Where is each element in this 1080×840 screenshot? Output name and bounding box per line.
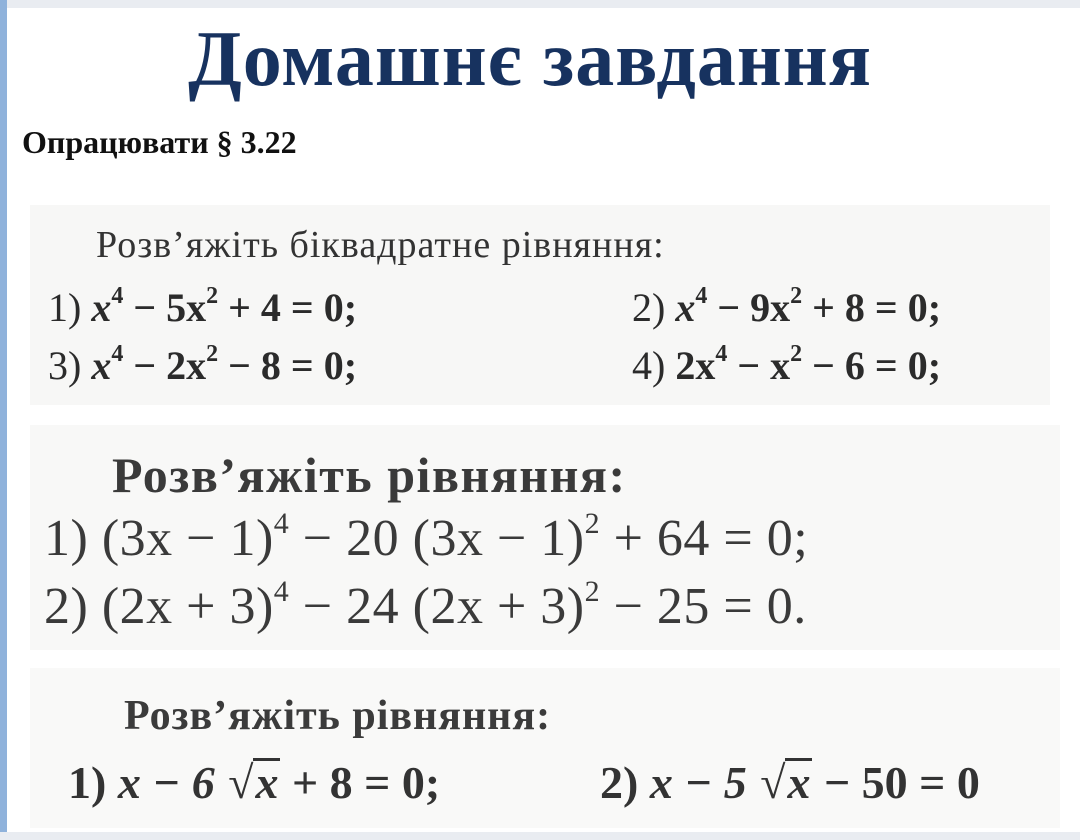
exponent: 4 bbox=[111, 341, 124, 367]
equation-number: 4) bbox=[632, 343, 666, 388]
equation-term: − 9x bbox=[707, 285, 791, 330]
equation-number: 3) bbox=[48, 343, 82, 388]
equation-2 bbox=[632, 285, 941, 331]
top-border bbox=[0, 0, 1080, 8]
assignment-text: Опрацювати § 3.22 bbox=[22, 124, 297, 160]
exponent: 2 bbox=[584, 507, 601, 540]
exponent: 2 bbox=[584, 575, 601, 608]
square-root: √x bbox=[760, 757, 811, 808]
equation-number: 1) bbox=[68, 757, 107, 808]
equation-1 bbox=[48, 285, 357, 331]
exponent: 2 bbox=[790, 283, 803, 309]
exponent: 2 bbox=[206, 283, 219, 309]
equation-term: − 24 (2x + 3) bbox=[289, 578, 585, 635]
equation-term: x − 6 bbox=[117, 757, 215, 808]
equation-term: 2x bbox=[675, 343, 716, 388]
equation-term: − x bbox=[727, 343, 791, 388]
equation-term: − 50 = 0 bbox=[823, 757, 980, 808]
radicand: x bbox=[787, 757, 811, 808]
biquadratic-exercise-image bbox=[30, 205, 1050, 405]
equation-6 bbox=[44, 577, 807, 637]
exponent: 4 bbox=[715, 341, 728, 367]
equation-term: (2x + 3) bbox=[101, 578, 274, 635]
bottom-border bbox=[0, 832, 1080, 840]
exponent: 4 bbox=[273, 507, 290, 540]
square-root: √x bbox=[228, 757, 279, 808]
equation-5 bbox=[44, 509, 808, 569]
equation-term: x bbox=[91, 343, 112, 388]
equation-term: − 8 = 0; bbox=[218, 343, 358, 388]
exponent: 4 bbox=[273, 575, 290, 608]
equation-term: + 4 = 0; bbox=[218, 285, 358, 330]
equation-term: x bbox=[91, 285, 112, 330]
exponent: 2 bbox=[206, 341, 219, 367]
equation-number: 1) bbox=[44, 510, 89, 567]
equation-term: + 8 = 0; bbox=[802, 285, 942, 330]
equation-term: + 8 = 0; bbox=[291, 757, 441, 808]
section2-heading: Розв’яжіть рівняння: bbox=[112, 447, 627, 503]
equation-term: x bbox=[675, 285, 696, 330]
radical-exercise-image bbox=[30, 668, 1060, 828]
equation-term: − 20 (3x − 1) bbox=[289, 510, 585, 567]
equation-term: − 6 = 0; bbox=[802, 343, 942, 388]
equation-3 bbox=[48, 343, 357, 389]
left-accent-bar bbox=[0, 0, 7, 840]
radicand: x bbox=[255, 757, 279, 808]
section1-heading: Розв’яжіть біквадратне рівняння: bbox=[96, 224, 665, 266]
equation-8 bbox=[600, 756, 980, 810]
equation-number: 1) bbox=[48, 285, 82, 330]
equation-term: x − 5 bbox=[649, 757, 747, 808]
equation-number: 2) bbox=[44, 578, 89, 635]
exponent: 2 bbox=[790, 341, 803, 367]
equation-term: − 25 = 0. bbox=[600, 578, 807, 635]
exponent: 4 bbox=[695, 283, 708, 309]
equation-term: − 2x bbox=[123, 343, 207, 388]
equation-term: + 64 = 0; bbox=[600, 510, 809, 567]
equation-number: 2) bbox=[632, 285, 666, 330]
equation-term: − 5x bbox=[123, 285, 207, 330]
page-title: Домашнє завдання bbox=[188, 15, 872, 102]
section3-heading: Розв’яжіть рівняння: bbox=[124, 693, 552, 739]
equation-7 bbox=[68, 756, 440, 810]
equation-number: 2) bbox=[600, 757, 639, 808]
equations-exercise-image bbox=[30, 425, 1060, 650]
equation-4 bbox=[632, 343, 941, 389]
equation-term: (3x − 1) bbox=[101, 510, 274, 567]
exponent: 4 bbox=[111, 283, 124, 309]
